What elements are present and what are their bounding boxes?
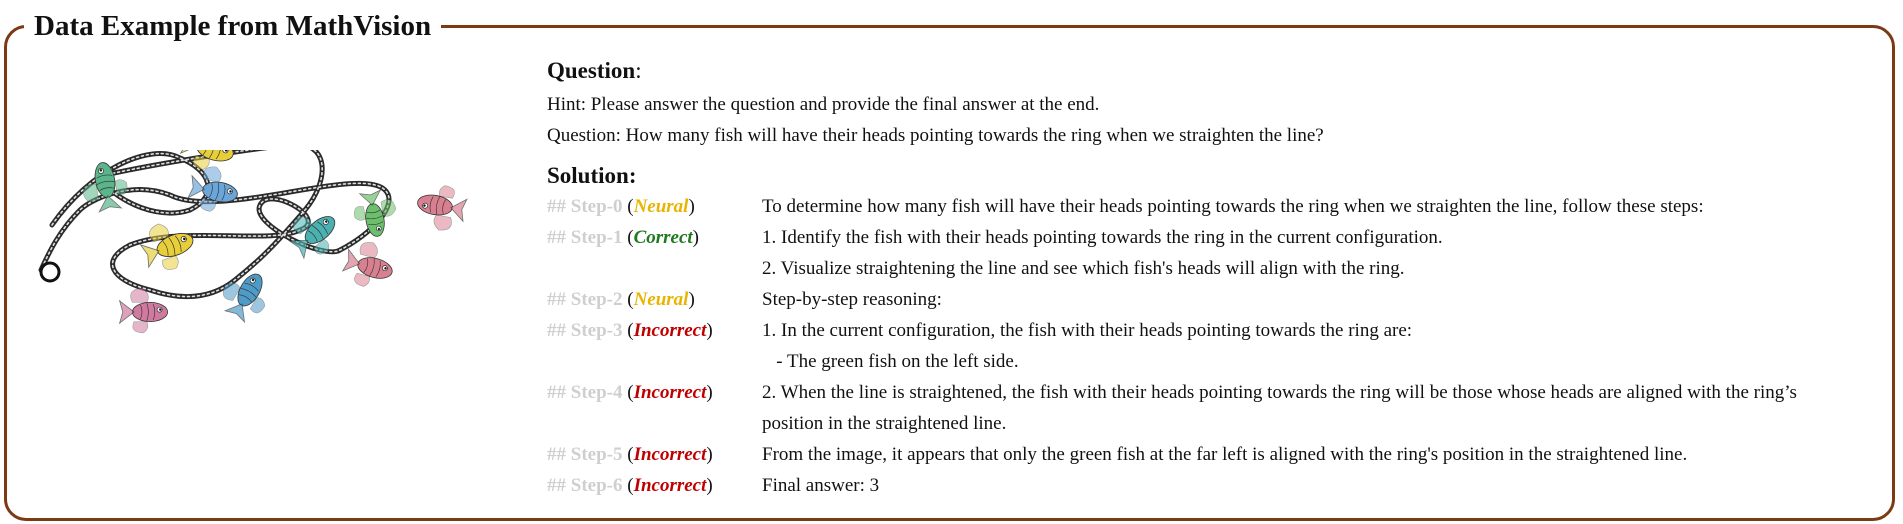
step-id: ## Step-0 [547, 196, 623, 217]
solution-line [547, 346, 1877, 377]
step-text: 2. Visualize straightening the line and see which fish's heads will align with the ring. [762, 258, 1405, 279]
step-id: ## Step-5 [547, 444, 623, 465]
step-tag [547, 408, 762, 439]
step-id: ## Step-1 [547, 227, 623, 248]
step-label-incorrect: Incorrect [633, 475, 707, 496]
step-text: From the image, it appears that only the green fish at the far left is aligned with the ring's position in the straightened line. [762, 444, 1688, 465]
step-label-correct: Correct [633, 227, 693, 248]
step-tag: ## Step-1 (Correct) [547, 227, 699, 248]
panel-title: Data Example from MathVision [24, 8, 441, 44]
solution-line [547, 222, 1877, 253]
step-tag [547, 253, 762, 284]
solution-line [547, 284, 1877, 315]
step-tag: ## Step-2 (Neural) [547, 289, 695, 310]
step-id: ## Step-4 [547, 382, 623, 403]
solution-steps [547, 191, 1877, 501]
step-label-incorrect: Incorrect [633, 444, 707, 465]
step-tag: ## Step-6 (Incorrect) [547, 475, 713, 496]
solution-line [547, 191, 1877, 222]
step-id: ## Step-2 [547, 289, 623, 310]
hint-text: Hint: Please answer the question and provide the final answer at the end. [547, 94, 1100, 115]
solution-line [547, 470, 1877, 501]
step-label-neural: Neural [633, 196, 689, 217]
step-text: 2. When the line is straightened, the fish with their heads pointing towards the ring will be those whose heads are aligned with the ring’s [762, 382, 1797, 403]
question-heading: Question: [547, 58, 642, 83]
step-text: Final answer: 3 [762, 475, 880, 496]
step-id: ## Step-3 [547, 320, 623, 341]
fish-pink-1 [413, 181, 468, 233]
solution-line [547, 439, 1877, 470]
step-text: - The green fish on the left side. [762, 351, 1019, 372]
solution-line [547, 377, 1877, 408]
fish-on-line-figure [30, 150, 520, 410]
step-label-incorrect: Incorrect [633, 382, 707, 403]
step-text: 1. In the current configuration, the fish with their heads pointing towards the ring are: [762, 320, 1413, 341]
solution-line [547, 253, 1877, 284]
step-tag: ## Step-3 (Incorrect) [547, 320, 713, 341]
step-tag: ## Step-5 (Incorrect) [547, 444, 713, 465]
question-text: Question: How many fish will have their heads pointing towards the ring when we straighten the line? [547, 125, 1324, 146]
step-text: position in the straightened line. [762, 413, 1007, 434]
step-label-neural: Neural [633, 289, 689, 310]
step-text: Step-by-step reasoning: [762, 289, 942, 310]
solution-heading: Solution: [547, 163, 637, 188]
step-tag [547, 346, 762, 377]
solution-line [547, 408, 1877, 439]
step-id: ## Step-6 [547, 475, 623, 496]
step-tag: ## Step-0 (Neural) [547, 196, 695, 217]
question-solution [547, 56, 1877, 501]
solution-line [547, 315, 1877, 346]
ring [41, 263, 59, 281]
step-text: To determine how many fish will have their heads pointing towards the ring when we straighten the line, follow these steps: [762, 196, 1704, 217]
step-label-incorrect: Incorrect [633, 320, 707, 341]
step-text: 1. Identify the fish with their heads pointing towards the ring in the current configuration. [762, 227, 1443, 248]
fish-yellow-2 [136, 215, 200, 277]
step-tag: ## Step-4 (Incorrect) [547, 382, 713, 403]
